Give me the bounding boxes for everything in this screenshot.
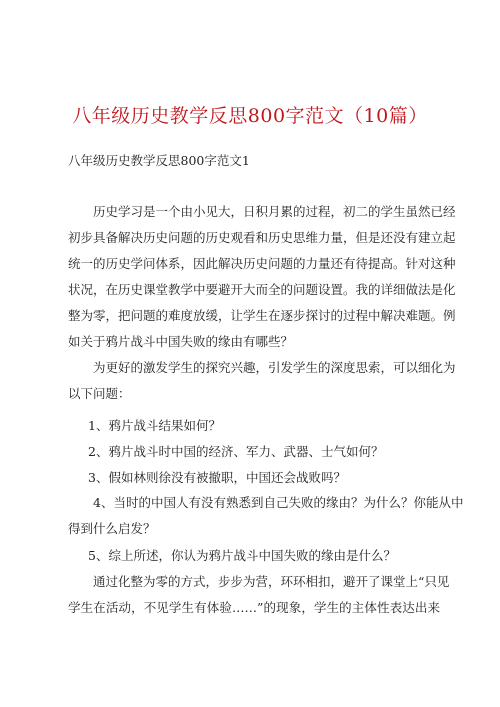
paragraph-3 [68, 569, 450, 621]
paragraph-line: 整为零，把问题的难度放缓，让学生在逐步探讨的过程中解决难题。例 [68, 308, 456, 323]
paragraph-line: 通过化整为零的方式，步步为营，环环相扣，避开了课堂上“只见 [68, 574, 450, 589]
question-item-5: 5、综上所述，你认为鸦片战斗中国失败的缘由是什么？ [88, 548, 396, 563]
document-title: 八年级历史教学反思800字范文（10篇） [72, 105, 428, 127]
paragraph-line: 统一的历史学问体系，因此解决历史问题的力量还有待提高。针对这种 [68, 256, 456, 271]
paragraph-line: 得到什么启发？ [68, 521, 156, 536]
paragraph-1 [68, 199, 456, 355]
paragraph-2 [68, 355, 456, 407]
question-item-3: 3、假如林则徐没有被撤职，中国还会战败吗？ [88, 470, 346, 485]
paragraph-line: 以下问题： [68, 386, 131, 401]
paragraph-line: 为更好的激发学生的探究兴趣，引发学生的深度思索，可以细化为 [68, 360, 456, 375]
section-heading: 八年级历史教学反思800字范文1 [68, 153, 250, 168]
question-item-2: 2、鸦片战斗时中国的经济、军力、武器、士气如何？ [88, 444, 384, 459]
paragraph-line: 历史学习是一个由小见大，日积月累的过程，初二的学生虽然已经 [68, 204, 456, 219]
question-item-4 [68, 490, 464, 542]
paragraph-line: 初步具备解决历史问题的历史观看和历史思维力量，但是还没有建立起 [68, 230, 456, 245]
paragraph-line: 如关于鸦片战斗中国失败的缘由有哪些？ [68, 334, 294, 349]
question-item-1: 1、鸦片战斗结果如何？ [88, 418, 221, 433]
paragraph-line: 学生在活动，不见学生有体验……”的现象，学生的主体性表达出来 [68, 600, 440, 615]
paragraph-line: 状况，在历史课堂教学中要避开大而全的问题设置。我的详细做法是化 [68, 282, 456, 297]
paragraph-line: 4、当时的中国人有没有熟悉到自己失败的缘由？为什么？你能从中 [68, 495, 464, 510]
